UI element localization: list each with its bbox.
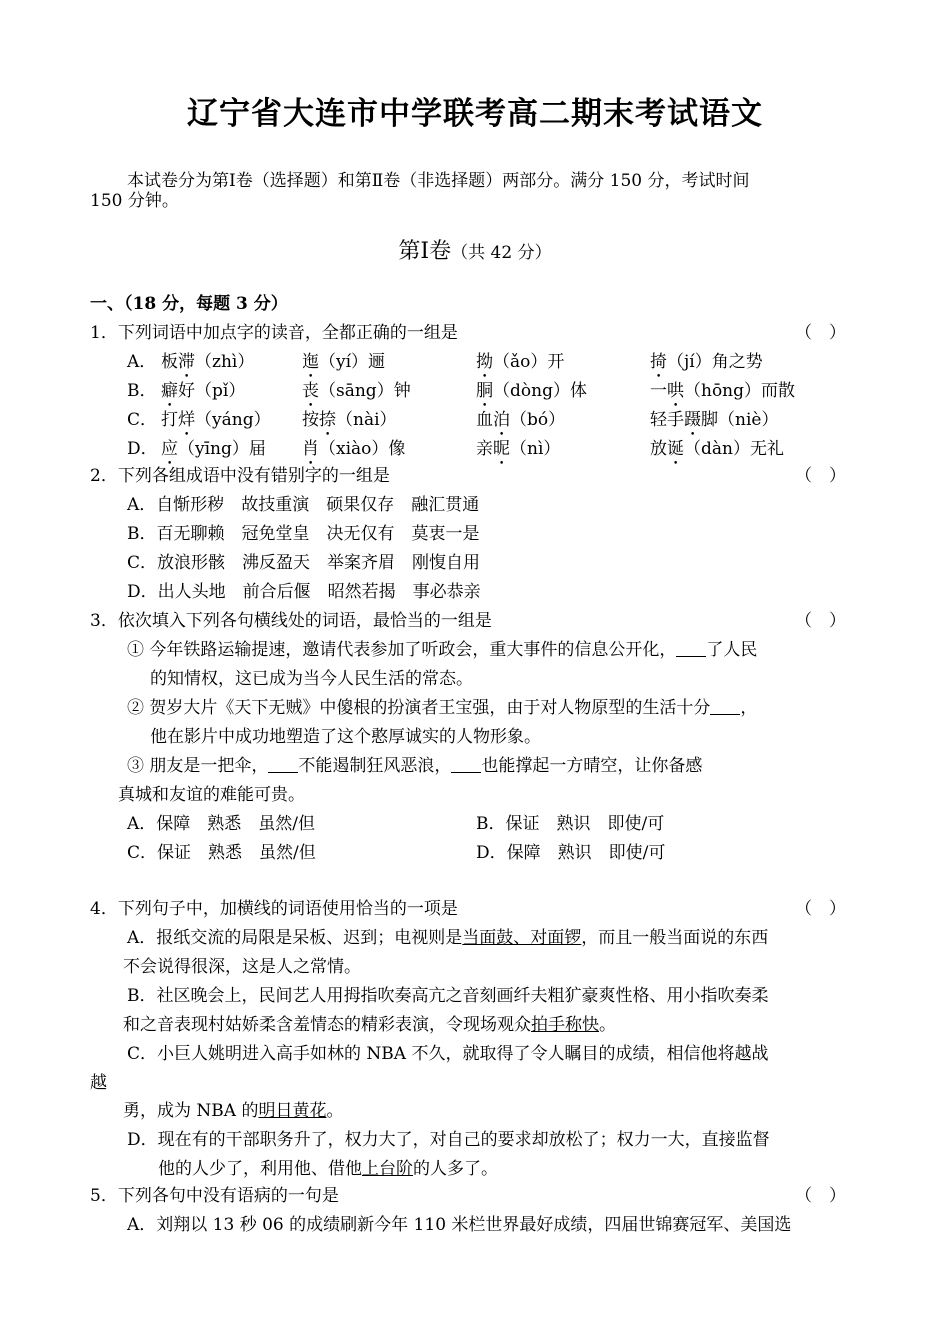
q3-s2-pre: ② 贺岁大片《天下无贼》中傻根的扮演者王宝强，由于对人物原型的生活十分 <box>127 698 711 718</box>
dotted-char: 迤 <box>302 352 319 372</box>
q3-s3-mid: 不能遏制狂风恶浪， <box>298 756 452 776</box>
q3-option-b: B．保证 熟识 即使/可 <box>476 814 665 834</box>
q4-d-pre: 他的人少了，利用他、借他 <box>158 1159 362 1179</box>
q3-sentence-2-cont: 他在影片中成功地塑造了这个憨厚诚实的人物形象。 <box>150 727 541 747</box>
word-post: （xiào）像 <box>319 439 406 459</box>
q3-blank-2 <box>710 698 740 715</box>
intro-line-1: 本试卷分为第Ⅰ卷（选择题）和第Ⅱ卷（非选择题）两部分。满分 150 分，考试时间 <box>127 171 750 191</box>
q1-word-item <box>161 351 254 382</box>
q5-answer-paren: （ ） <box>795 1186 846 1206</box>
q1-answer-paren: （ ） <box>795 323 846 343</box>
q3-sentence-2 <box>127 697 757 719</box>
q4-option-b-line2 <box>123 1014 616 1036</box>
q3-blank-1 <box>676 640 706 657</box>
q4-option-c-line2: 越 <box>90 1073 107 1093</box>
word-post: 脚（niè） <box>701 410 779 430</box>
q4-d-post: 的人多了。 <box>413 1159 498 1179</box>
q3-sentence-1-cont: 的知情权，这已成为当今人民生活的常态。 <box>150 669 473 689</box>
dotted-char: 胴 <box>476 381 493 401</box>
dotted-char: 蹑 <box>684 410 701 430</box>
q2-option-c: C．放浪形骸 沸反盈天 举案齐眉 刚愎自用 <box>127 553 481 573</box>
word-post: （sāng）钟 <box>319 381 411 401</box>
q5-stem: 5．下列各句中没有语病的一句是 <box>90 1186 339 1206</box>
dotted-char: 滞 <box>178 352 195 372</box>
q4-c-post: 。 <box>326 1101 344 1121</box>
dotted-char: 泊 <box>493 410 510 430</box>
q4-option-c-line1: C．小巨人姚明进入高手如林的 NBA 不久，就取得了令人瞩目的成绩，相信他将越战 <box>127 1044 769 1064</box>
q4-answer-paren: （ ） <box>795 899 846 919</box>
word-post: （bó） <box>510 410 566 430</box>
q4-option-a-line2: 不会说得很深，这是人之常情。 <box>123 957 361 977</box>
dotted-char: 癖 <box>161 381 178 401</box>
word-post: （yí）逦 <box>319 352 386 372</box>
q2-option-d: D．出人头地 前合后偃 昭然若揭 事必恭亲 <box>127 582 481 602</box>
dotted-char: 烊 <box>178 410 195 430</box>
q1-option-label: D． <box>127 439 158 459</box>
q4-option-b-line1: B．社区晚会上，民间艺人用拇指吹奏高亢之音刻画纤夫粗犷豪爽性格、用小指吹奏柔 <box>127 986 769 1006</box>
q2-answer-paren: （ ） <box>795 466 846 486</box>
q4-stem: 4．下列句子中，加横线的词语使用恰当的一项是 <box>90 899 458 919</box>
part-header: 一、（18 分，每题 3 分） <box>90 294 288 314</box>
q1-word-item <box>650 380 795 411</box>
q1-option-label: B． <box>127 381 157 401</box>
q3-sentence-3-cont: 真城和友谊的难能可贵。 <box>118 785 305 805</box>
q3-stem: 3．依次填入下列各句横线处的词语，最恰当的一组是 <box>90 611 492 631</box>
section-sub: （共 42 分） <box>451 243 552 263</box>
q4-d-underlined: 上台阶 <box>362 1159 413 1179</box>
q4-a-post: ，而且一般当面说的东西 <box>581 928 769 948</box>
word-post: （zhì） <box>195 352 255 372</box>
q1-word-item <box>650 409 778 440</box>
q1-word-item <box>650 438 784 469</box>
q2-option-a: A．自惭形秽 故技重演 硕果仅存 融汇贯通 <box>127 495 480 515</box>
q1-word-item <box>476 380 587 411</box>
q1-word-item <box>302 409 397 440</box>
q3-blank-3 <box>268 756 298 773</box>
q3-option-d: D．保障 熟识 即使/可 <box>476 843 666 863</box>
word-post: （nài） <box>336 410 397 430</box>
q1-stem: 1．下列词语中加点字的读音，全都正确的一组是 <box>90 323 458 343</box>
dotted-char: 掎 <box>650 352 667 372</box>
q1-word-item <box>302 351 385 382</box>
q4-option-d-line1: D．现在有的干部职务升了，权力大了，对自己的要求却放松了；权力一大，直接监督 <box>127 1130 770 1150</box>
word-pre: 一 <box>650 381 667 401</box>
word-post: （nì） <box>510 439 561 459</box>
q4-a-pre: A．报纸交流的局限是呆板、迟到；电视则是 <box>127 928 463 948</box>
section-main: 第Ⅰ卷 <box>398 239 452 264</box>
q3-s3-post: 也能撑起一方晴空，让你备感 <box>481 756 703 776</box>
word-pre: 板 <box>161 352 178 372</box>
word-post: （yáng） <box>195 410 271 430</box>
q4-b-pre: 和之音表现村姑娇柔含羞情态的精彩表演，令现场观众 <box>123 1015 531 1035</box>
word-pre: 亲 <box>476 439 493 459</box>
q5-option-a-line1: A．刘翔以 13 秒 06 的成绩刷新今年 110 米栏世界最好成绩，四届世锦赛冠军、美国选 <box>127 1215 792 1235</box>
dotted-char: 哄 <box>667 381 684 401</box>
word-post: （yīng）届 <box>178 439 266 459</box>
q3-s1-pre: ① 今年铁路运输提速，邀请代表参加了听政会，重大事件的信息公开化， <box>127 640 677 660</box>
section-heading <box>0 234 950 265</box>
q4-option-d-line2 <box>158 1158 498 1180</box>
q3-blank-4 <box>451 756 481 773</box>
q4-c-pre: 勇，成为 NBA 的 <box>123 1101 259 1121</box>
q4-option-c-line3 <box>123 1100 343 1122</box>
q4-option-a-line1 <box>127 927 768 949</box>
word-pre: 打 <box>161 410 178 430</box>
dotted-char: 丧 <box>302 381 319 401</box>
q3-sentence-3 <box>127 755 702 777</box>
dotted-char: 应 <box>161 439 178 459</box>
word-pre: 按 <box>302 410 319 430</box>
q3-s3-pre: ③ 朋友是一把伞， <box>127 756 269 776</box>
q3-sentence-1 <box>127 639 757 661</box>
word-post: （hōng）而散 <box>684 381 796 401</box>
word-post: （jí）角之势 <box>667 352 763 372</box>
q4-c-underlined: 明日黄花 <box>258 1101 327 1121</box>
q4-b-underlined: 拍手称快 <box>531 1015 599 1035</box>
word-post: （dòng）体 <box>493 381 587 401</box>
q3-option-c: C．保证 熟悉 虽然/但 <box>127 843 316 863</box>
page-title: 辽宁省大连市中学联考高二期末考试语文 <box>187 96 763 132</box>
q4-a-underlined: 当面鼓、对面锣 <box>462 928 582 948</box>
q1-word-item <box>476 351 564 382</box>
q1-option-label: C． <box>127 410 158 430</box>
q1-word-item <box>476 438 560 469</box>
word-post: （dàn）无礼 <box>684 439 784 459</box>
intro-line-2: 150 分钟。 <box>90 191 179 211</box>
dotted-char: 诞 <box>667 439 684 459</box>
dotted-char: 捺 <box>319 410 336 430</box>
q1-word-item <box>161 409 271 440</box>
word-post: 好（pǐ） <box>178 381 246 401</box>
q1-word-item <box>302 380 411 411</box>
q4-b-post: 。 <box>599 1015 616 1035</box>
q1-word-item <box>476 409 565 440</box>
word-pre: 轻手 <box>650 410 684 430</box>
dotted-char: 昵 <box>493 439 510 459</box>
word-post: （ǎo）开 <box>493 352 565 372</box>
q3-s2-post: ， <box>740 698 758 718</box>
q3-s1-post: 了人民 <box>706 640 758 660</box>
q3-option-a: A．保障 熟悉 虽然/但 <box>127 814 316 834</box>
dotted-char: 拗 <box>476 352 493 372</box>
q3-answer-paren: （ ） <box>795 611 846 631</box>
q2-option-b: B．百无聊赖 冠免堂皇 决无仅有 莫衷一是 <box>127 524 480 544</box>
dotted-char: 肖 <box>302 439 319 459</box>
word-pre: 放 <box>650 439 667 459</box>
q1-word-item <box>650 351 763 382</box>
q1-option-label: A． <box>127 352 157 372</box>
word-pre: 血 <box>476 410 493 430</box>
q2-stem: 2．下列各组成语中没有错别字的一组是 <box>90 466 390 486</box>
q1-word-item <box>161 380 245 411</box>
